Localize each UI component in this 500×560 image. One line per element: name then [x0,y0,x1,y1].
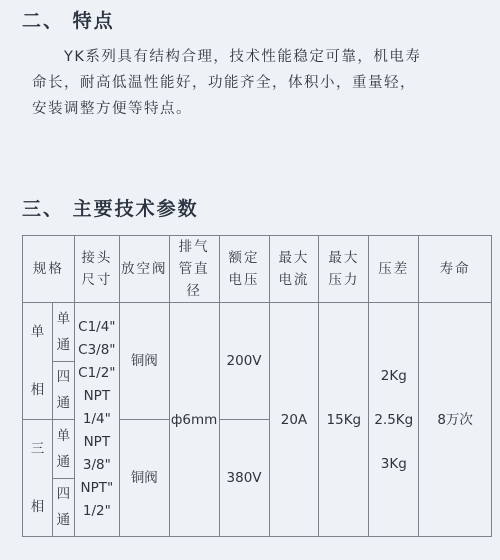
header-spec: 规格 [23,236,75,303]
three-phase-cell: 三相 [23,420,53,537]
table-header-row [23,236,492,303]
section-2-title: 二、 特点 [22,10,115,32]
joint-size-cell: C1/4" C3/8" C1/2" NPT 1/4" NPT 3/8" NPT" 1/2" [74,303,119,537]
paragraph-line-1: YK系列具有结构合理，技术性能稳定可靠，机电寿 [64,49,422,65]
header-vent-valve: 放空阀 [119,236,169,303]
exhaust-dia-cell: ф6mm [169,303,219,537]
single-phase-cell: 单相 [23,303,53,420]
voltage-cell-2: 380V [219,420,269,537]
features-paragraph [32,44,462,122]
header-max-pressure: 最大压力 [319,236,369,303]
header-joint-size: 接头尺寸 [74,236,119,303]
section-3-title: 三、 主要技术参数 [22,198,199,220]
header-rated-voltage: 额定电压 [219,236,269,303]
four-way-cell-1: 四通 [52,361,74,420]
single-way-cell-2: 单通 [52,420,74,479]
four-way-cell-2: 四通 [52,478,74,537]
voltage-cell-1: 200V [219,303,269,420]
spec-table [22,235,492,537]
header-exhaust-dia: 排气管直径 [169,236,219,303]
paragraph-line-2: 命长，耐高低温性能好，功能齐全，体积小，重量轻， [32,75,416,91]
pressure-diff-cell: 2Kg 2.5Kg 3Kg [369,303,419,537]
vent-valve-cell-1: 铜阀 [119,303,169,420]
header-max-current: 最大电流 [269,236,319,303]
paragraph-line-3: 安装调整方便等特点。 [32,101,192,117]
header-pressure-diff: 压差 [369,236,419,303]
max-pressure-cell: 15Kg [319,303,369,537]
vent-valve-cell-2: 铜阀 [119,420,169,537]
table-row [23,303,492,362]
single-way-cell-1: 单通 [52,303,74,362]
max-current-cell: 20A [269,303,319,537]
header-life: 寿命 [419,236,492,303]
life-cell: 8万次 [419,303,492,537]
